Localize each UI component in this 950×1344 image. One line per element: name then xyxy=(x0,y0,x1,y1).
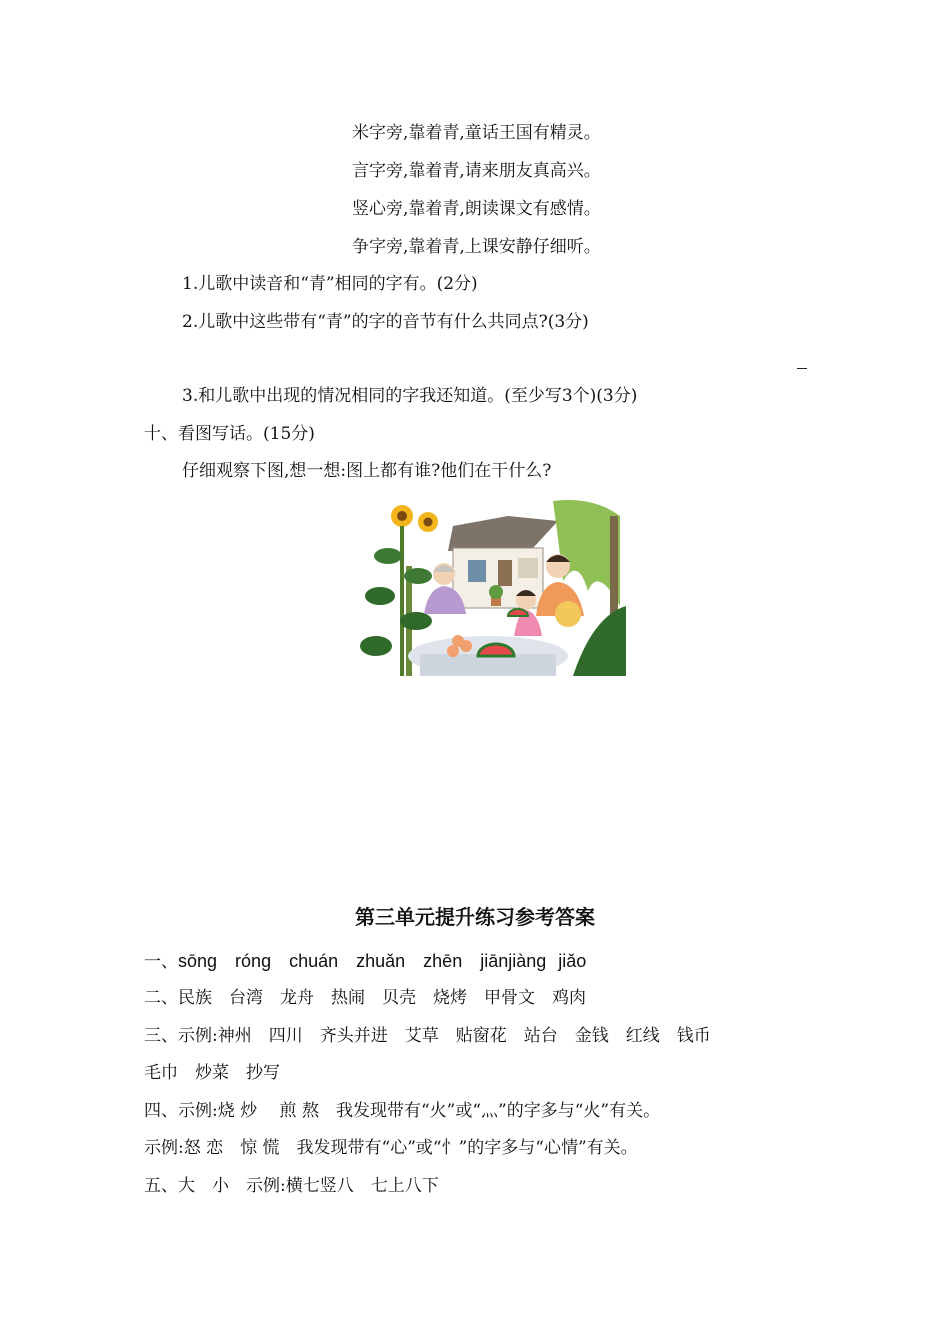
pinyin-2: róng xyxy=(235,951,272,971)
answer-4-line-1: 四、示例:烧 炒 煎 熬 我发现带有“火”或“灬”的字多与“火”有关。 xyxy=(144,1101,661,1121)
pinyin-1: sōng xyxy=(178,951,218,971)
section-10-title: 十、看图写话。(15分) xyxy=(144,424,315,444)
question-2: 2.儿歌中这些带有“青”的字的音节有什么共同点?(3分) xyxy=(182,312,589,332)
pinyin-6: jiānjiàng xyxy=(480,951,547,971)
answers-title: 第三单元提升练习参考答案 xyxy=(355,905,595,929)
answer-5: 五、大 小 示例:横七竖八 七上八下 xyxy=(144,1176,439,1196)
answer-3-line-1: 三、示例:神州 四川 齐头并进 艾草 贴窗花 站台 金钱 红线 钱币 xyxy=(144,1026,711,1046)
question-1: 1.儿歌中读音和“青”相同的字有。(2分) xyxy=(182,274,478,294)
answer-4-line-2: 示例:怒 恋 惊 慌 我发现带有“心”或“忄”的字多与“心情”有关。 xyxy=(144,1138,638,1158)
poem-line-3: 竖心旁,靠着青,朗读课文有感情。 xyxy=(352,199,601,219)
answer-1 xyxy=(144,949,586,974)
pinyin-5: zhēn xyxy=(423,951,463,971)
pinyin-3: chuán xyxy=(289,951,339,971)
poem-line-4: 争字旁,靠着青,上课安静仔细听。 xyxy=(352,237,601,257)
pinyin-7: jiǎo xyxy=(558,951,587,971)
pinyin-4: zhuǎn xyxy=(356,951,406,971)
family-watermelon-illustration xyxy=(358,496,626,676)
answer-2: 二、民族 台湾 龙舟 热闹 贝壳 烧烤 甲骨文 鸡肉 xyxy=(144,988,586,1008)
poem-line-1: 米字旁,靠着青,童话王国有精灵。 xyxy=(352,123,601,143)
answer-3-line-2: 毛巾 炒菜 抄写 xyxy=(144,1063,280,1083)
answer-blank-line xyxy=(797,368,807,369)
answer-1-prefix: 一、 xyxy=(144,952,178,972)
question-3: 3.和儿歌中出现的情况相同的字我还知道。(至少写3个)(3分) xyxy=(182,386,638,406)
section-10-prompt: 仔细观察下图,想一想:图上都有谁?他们在干什么? xyxy=(182,461,552,481)
poem-line-2: 言字旁,靠着青,请来朋友真高兴。 xyxy=(352,161,601,181)
